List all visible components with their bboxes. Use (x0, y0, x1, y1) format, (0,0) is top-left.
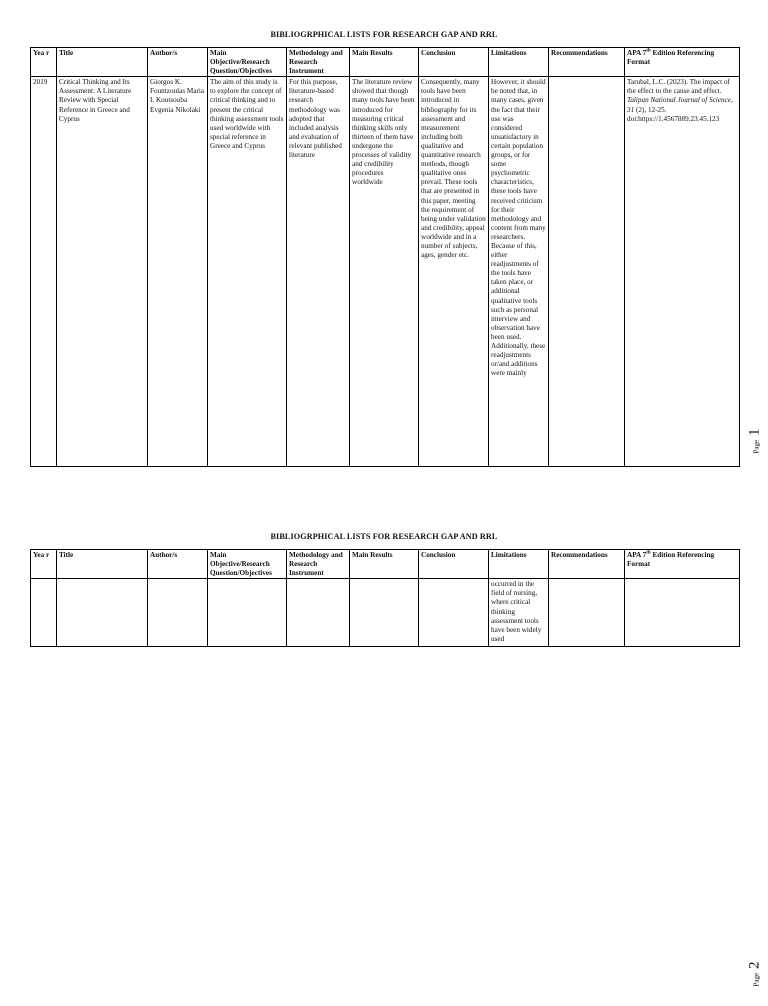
cell-authors (148, 579, 208, 647)
cell-methodology (287, 579, 350, 647)
cell-title (57, 579, 148, 647)
header-year: Yea r (31, 48, 57, 77)
header-methodology: Methodology and Research Instrument (287, 550, 350, 579)
table-row (31, 579, 740, 647)
cell-results (350, 579, 419, 647)
cell-methodology: For this purpose, literature-based research methodology was adopted that included analysis and evaluation of relevant published literature (287, 77, 350, 467)
cell-limitations: However, it should be noted that, in many cases, given the fact that their use was considered unsatisfactory in certain population groups, or for some psychometric characteristics, these tools have received criticism for their methodology and content from many researchers. Because of this, either readjustments of the tools have taken place, or additional qualitative tools such as personal interview and observation have been used. Additionally, these readjustments or/and additions were mainly (489, 77, 549, 467)
bibliography-table (30, 47, 740, 467)
header-objective: Main Objective/Research Question/Objectives (208, 48, 287, 77)
header-limitations: Limitations (489, 48, 549, 77)
header-title: Title (57, 48, 148, 77)
header-title: Title (57, 550, 148, 579)
table-row (31, 77, 740, 467)
header-conclusion: Conclusion (419, 48, 489, 77)
header-objective: Main Objective/Research Question/Objectives (208, 550, 287, 579)
cell-objective (208, 579, 287, 647)
cell-authors: Giorgos K. Fountzoulas Maria I. Koutsouba Evgenia Nikolaki (148, 77, 208, 467)
cell-year: 2019 (31, 77, 57, 467)
header-limitations: Limitations (489, 550, 549, 579)
cell-conclusion: Consequently, many tools have been introduced in bibliography for its assessment and measurement including both qualitative and quantitative research methods, though qualitative ones prevail. These tools that are presented in this paper, meeting the requirement of being under validation and credibility, appeal worldwide and in a number of subjects, ages, gender etc. (419, 77, 489, 467)
header-results: Main Results (350, 550, 419, 579)
header-apa: APA 7th Edition Referencing Format (625, 550, 740, 579)
cell-apa-reference: Tarubal, L.C. (2023). The impact of the effect to the cause and effect. Talipan National Journal of Science, 31 (2), 12-25. doi:https://1.4567889.23.45.123 (625, 77, 740, 467)
cell-recommendations (549, 77, 625, 467)
header-methodology: Methodology and Research Instrument (287, 48, 350, 77)
page-title: BIBLIOGRPHICAL LISTS FOR RESEARCH GAP AND RRL (270, 532, 498, 541)
page-number: Page 2 (746, 961, 763, 987)
cell-limitations: occurred in the field of nursing, where critical thinking assessment tools have been widely used (489, 579, 549, 647)
header-year: Yea r (31, 550, 57, 579)
cell-results: The literature review showed that though many tools have been introduced for measuring critical thinking skills only thirteen of them have undergone the processes of validity and credibility procedures worldwide (350, 77, 419, 467)
cell-year (31, 579, 57, 647)
cell-objective: The aim of this study is to explore the concept of critical thinking and to present the critical thinking assessment tools used worldwide with special reference in Greece and Cyprus (208, 77, 287, 467)
page-title: BIBLIOGRPHICAL LISTS FOR RESEARCH GAP AND RRL (270, 30, 498, 39)
header-results: Main Results (350, 48, 419, 77)
page-number: Page 1 (746, 428, 763, 454)
bibliography-table (30, 549, 740, 647)
cell-recommendations (549, 579, 625, 647)
cell-title: Critical Thinking and Its Assessment: A Literature Review with Special Reference in Greece and Cyprus (57, 77, 148, 467)
header-authors: Author/s (148, 550, 208, 579)
header-recommendations: Recommendations (549, 48, 625, 77)
table-header-row (31, 550, 740, 579)
cell-apa-reference (625, 579, 740, 647)
cell-conclusion (419, 579, 489, 647)
header-authors: Author/s (148, 48, 208, 77)
table-header-row (31, 48, 740, 77)
header-recommendations: Recommendations (549, 550, 625, 579)
header-conclusion: Conclusion (419, 550, 489, 579)
header-apa: APA 7th Edition Referencing Format (625, 48, 740, 77)
